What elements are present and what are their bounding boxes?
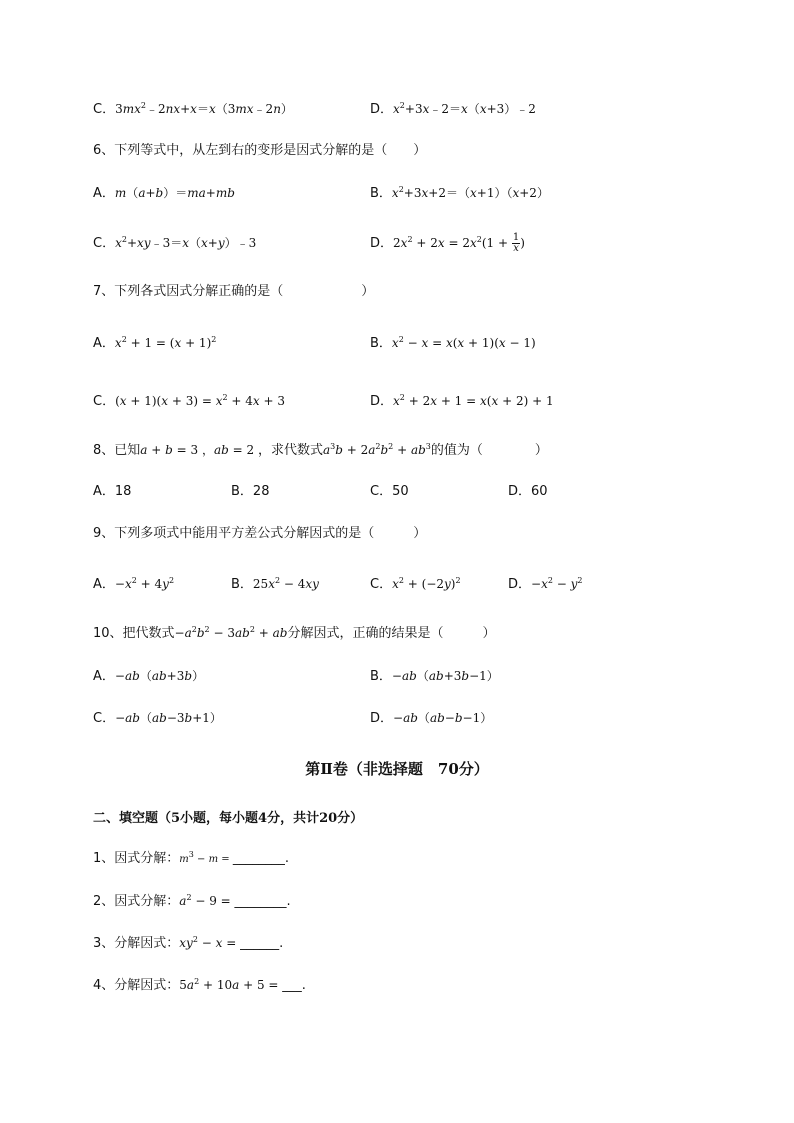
q9-stem: 9、下列多项式中能用平方差公式分解因式的是（ ）	[93, 526, 427, 541]
q10-option-b	[370, 666, 499, 686]
option-label: B．	[370, 669, 392, 684]
math-expression: $-x^2 + 4y^2$	[114, 576, 175, 591]
q10-option-c	[93, 708, 222, 728]
option-label: D．	[370, 711, 394, 726]
option-label: C．	[370, 577, 393, 592]
math-expression: $5a^2 + 10a + 5$ =	[179, 977, 283, 992]
answer-blank: ________.	[232, 851, 289, 866]
option-label: B．	[231, 577, 253, 592]
math-expression: a + b = 3 ，ab = 2	[140, 443, 258, 457]
option-label: B．	[370, 186, 392, 201]
q8-option-a: A．18	[93, 484, 132, 499]
math-expression: −ab（ab−3b+1）	[115, 711, 222, 725]
option-label: D．	[370, 102, 394, 117]
q7-option-b	[370, 333, 536, 353]
math-expression: $x^2+3x﹣2=x(x+3)﹣2$	[393, 101, 536, 116]
fill-question-3: 3、分解因式：$xy^2 - x$ = ______.	[93, 935, 284, 951]
math-expression: $x^2+xy﹣3=x(x+y)﹣3$	[115, 235, 257, 250]
q7-option-c	[93, 391, 285, 411]
q5-option-c	[93, 99, 293, 119]
answer-blank: ___.	[282, 978, 306, 993]
q6-option-b	[370, 183, 549, 203]
q7-option-d	[370, 391, 554, 411]
math-expression: $x^2+3x+2=(x+1)(x+2)$	[391, 185, 549, 200]
option-label: D．	[370, 394, 394, 409]
q9-option-b	[231, 574, 319, 594]
math-expression: −ab（ab−b−1）	[393, 711, 493, 725]
q6-option-c	[93, 233, 256, 253]
option-label: D．	[370, 236, 394, 251]
math-expression: $a^2 - 9$ =	[179, 893, 235, 908]
math-expression: $2x^2 + 2x = 2x^2(1$ + $\frac{1}{x}$ )	[393, 232, 525, 254]
option-label: C．	[93, 102, 116, 117]
q10-option-a	[93, 666, 204, 686]
q6-option-d	[370, 233, 525, 253]
math-expression: $xy^2 - x$ =	[179, 935, 241, 950]
math-expression: $m^3 - m$ =	[179, 850, 233, 865]
q9-option-a	[93, 574, 174, 594]
option-label: B．	[370, 336, 392, 351]
q8-option-d: D．60	[508, 484, 548, 499]
option-label: C．	[93, 394, 116, 409]
option-label: A．	[93, 577, 115, 592]
answer-blank: ________.	[234, 894, 291, 909]
q8-stem: 8、已知a + b = 3 ，ab = 2 ，求代数式$a^3b + 2a^2b^2 + ab^3$的值为（ ）	[93, 442, 548, 458]
math-expression: m（a+b）＝ma+mb	[114, 186, 235, 200]
section-title: 第Ⅱ卷（非选择题 70分）	[305, 760, 489, 778]
math-expression: −ab（ab+3b）	[114, 669, 205, 683]
q8-option-c: C．50	[370, 484, 409, 499]
q8-option-b: B．28	[231, 484, 270, 499]
math-expression: $x^2 + 1 = (x + 1)^2$	[114, 335, 217, 350]
math-expression: $25x^2 - 4xy$	[252, 576, 319, 591]
option-label: C．	[93, 236, 116, 251]
option-label: A．	[93, 186, 115, 201]
q9-option-c	[370, 574, 461, 594]
q6-option-a	[93, 183, 235, 203]
math-expression: $x^2 + 2x + 1 = x(x + 2) + 1$	[393, 393, 554, 408]
math-expression: $-a^2b^2 - 3ab^2$ + ab	[174, 625, 288, 640]
option-label: D．	[508, 577, 532, 592]
fill-question-4: 4、分解因式：$5a^2 + 10a + 5$ = ___.	[93, 977, 306, 993]
math-expression: $3mx^2﹣2nx+x=x(3mx﹣2n)$	[115, 101, 293, 116]
math-expression: $a^3b + 2a^2b^2 + ab^3$	[322, 442, 431, 457]
q7-option-a	[93, 333, 216, 353]
math-expression: $(x + 1)(x + 3) = x^2 + 4x + 3$	[115, 393, 286, 408]
q10-option-d	[370, 708, 492, 728]
math-expression: −ab（ab+3b−1）	[391, 669, 499, 683]
q9-option-d	[508, 574, 583, 594]
option-label: C．	[93, 711, 116, 726]
section-subtitle: 二、填空题（5小题，每小题4分，共计20分）	[93, 811, 364, 826]
option-label: A．	[93, 669, 115, 684]
math-expression: $x^2 - x = x(x + 1)(x - 1)$	[391, 335, 536, 350]
math-expression: $x^2 + (-2y)^2$	[392, 576, 461, 591]
math-expression: $-x^2 - y^2$	[531, 576, 583, 591]
fill-question-2: 2、因式分解：$a^2 - 9$ = ________.	[93, 893, 291, 909]
q10-stem: 10、把代数式$-a^2b^2 - 3ab^2$ + ab分解因式，正确的结果是（ ）	[93, 625, 496, 641]
option-label: A．	[93, 336, 115, 351]
q5-option-d	[370, 99, 536, 119]
q6-stem: 6、下列等式中，从左到右的变形是因式分解的是（ ）	[93, 143, 427, 158]
fill-question-1: 1、因式分解：$m^3 - m$ = ________.	[93, 850, 289, 866]
answer-blank: ______.	[240, 936, 284, 951]
q7-stem: 7、下列各式因式分解正确的是（ ）	[93, 284, 375, 299]
